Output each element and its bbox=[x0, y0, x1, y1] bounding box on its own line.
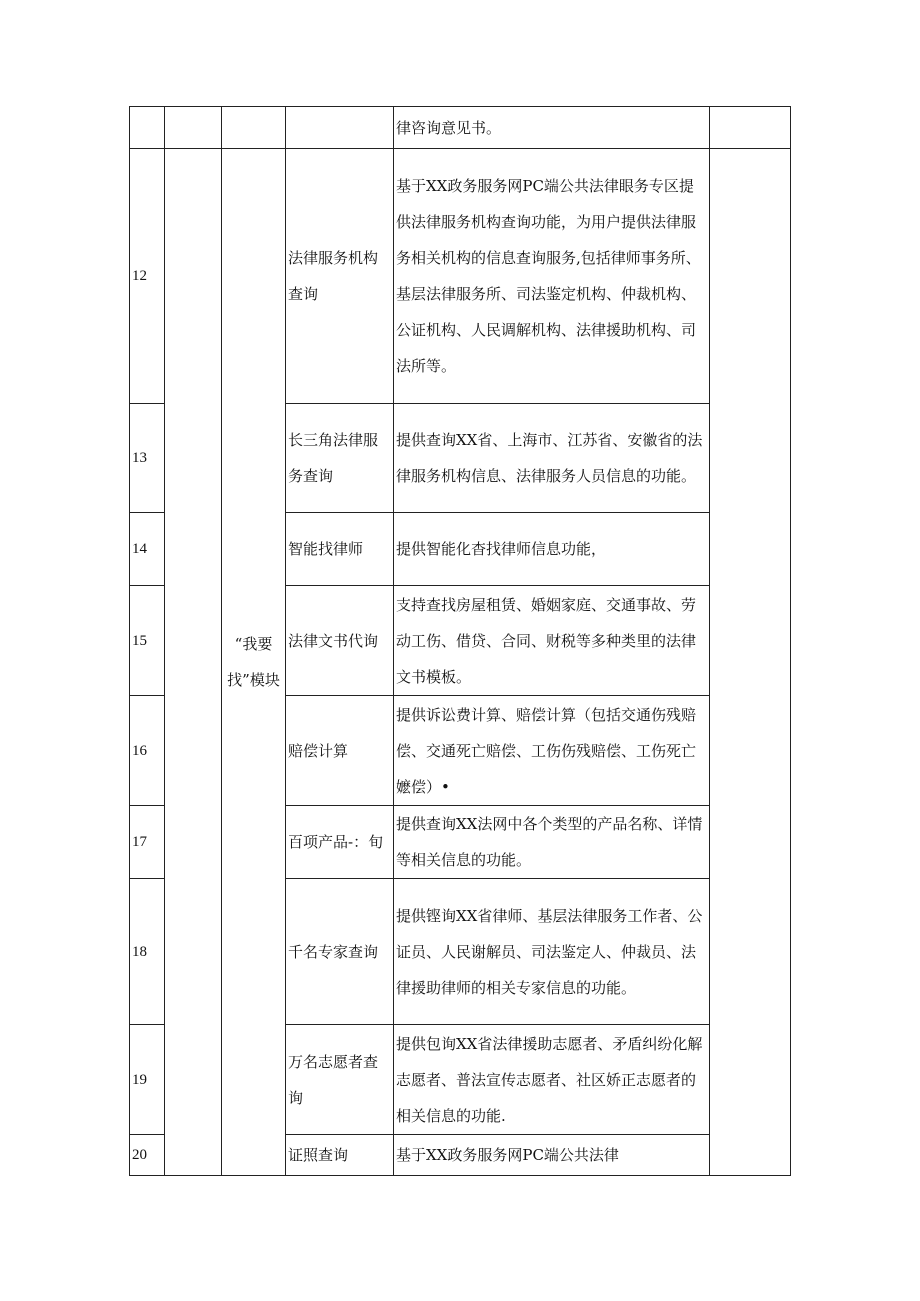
table-row bbox=[130, 149, 791, 404]
function-description: 提供铿询XX省律师、基层法律服务工作者、公证员、人民谢解员、司法鉴定人、仲裁员、法律援助律师的相关专家信息的功能。 bbox=[394, 879, 710, 1025]
function-name: 智能找律师 bbox=[286, 513, 394, 586]
row-number: 15 bbox=[130, 586, 165, 696]
module-cell-top bbox=[222, 107, 286, 149]
function-name: 千名专家查询 bbox=[286, 879, 394, 1025]
function-description: 基于XX政务服务网PC端公共法律 bbox=[394, 1135, 710, 1176]
empty-column-cell bbox=[165, 149, 222, 1176]
row-number: 16 bbox=[130, 696, 165, 806]
function-name-cell bbox=[286, 107, 394, 149]
function-name: 证照查询 bbox=[286, 1135, 394, 1176]
function-name: 赔偿计算 bbox=[286, 696, 394, 806]
function-description: 提供智能化杳找律师信息功能， bbox=[394, 513, 710, 586]
remark-column-cell bbox=[710, 149, 791, 1176]
function-description: 基于XX政务服务网PC端公共法律眼务专区提供法律服务机构查询功能，为用户提供法律服务相关机构的信息查询服务,包括律师事务所、基层法律服务所、司法鉴定机构、仲裁机构、公证机构、人民调解机构、法律援助机构、司法所等。 bbox=[394, 149, 710, 404]
row-number: 20 bbox=[130, 1135, 165, 1176]
row-number: 12 bbox=[130, 149, 165, 404]
row-number-cell bbox=[130, 107, 165, 149]
row-number: 13 bbox=[130, 404, 165, 513]
row-number: 17 bbox=[130, 806, 165, 879]
function-name: 百项产品-：旬 bbox=[286, 806, 394, 879]
row-number: 18 bbox=[130, 879, 165, 1025]
function-description: 提供包询XX省法律援助志愿者、矛盾纠纷化解志愿者、普法宣传志愿者、社区娇正志愿者的相关信息的功能. bbox=[394, 1025, 710, 1135]
function-name: 法律服务机构查询 bbox=[286, 149, 394, 404]
description-cell: 律咨询意见书。 bbox=[394, 107, 710, 149]
empty-cell bbox=[165, 107, 222, 149]
function-description: 提供查询XX省、上海市、江苏省、安徽省的法律服务机构信息、法律服务人员信息的功能。 bbox=[394, 404, 710, 513]
function-description: 提供查询XX法网中各个类型的产品名称、详情等相关信息的功能。 bbox=[394, 806, 710, 879]
table-row bbox=[130, 107, 791, 149]
function-description: 提供诉讼费计算、赔偿计算（包括交通伤残赔偿、交通死亡赔偿、工伤伤残赔偿、工伤死亡嬷偿）• bbox=[394, 696, 710, 806]
module-label: “我要找”模块 bbox=[222, 149, 286, 1176]
function-description: 支持查找房屋租赁、婚姻家庭、交通事故、劳动工伤、借贷、合同、财税等多种类里的法律文书模板。 bbox=[394, 586, 710, 696]
remark-cell bbox=[710, 107, 791, 149]
row-number: 14 bbox=[130, 513, 165, 586]
row-number: 19 bbox=[130, 1025, 165, 1135]
function-name: 万名志愿者查询 bbox=[286, 1025, 394, 1135]
function-name: 长三角法律服务查询 bbox=[286, 404, 394, 513]
function-table bbox=[129, 106, 791, 1176]
function-name: 法律文书代询 bbox=[286, 586, 394, 696]
